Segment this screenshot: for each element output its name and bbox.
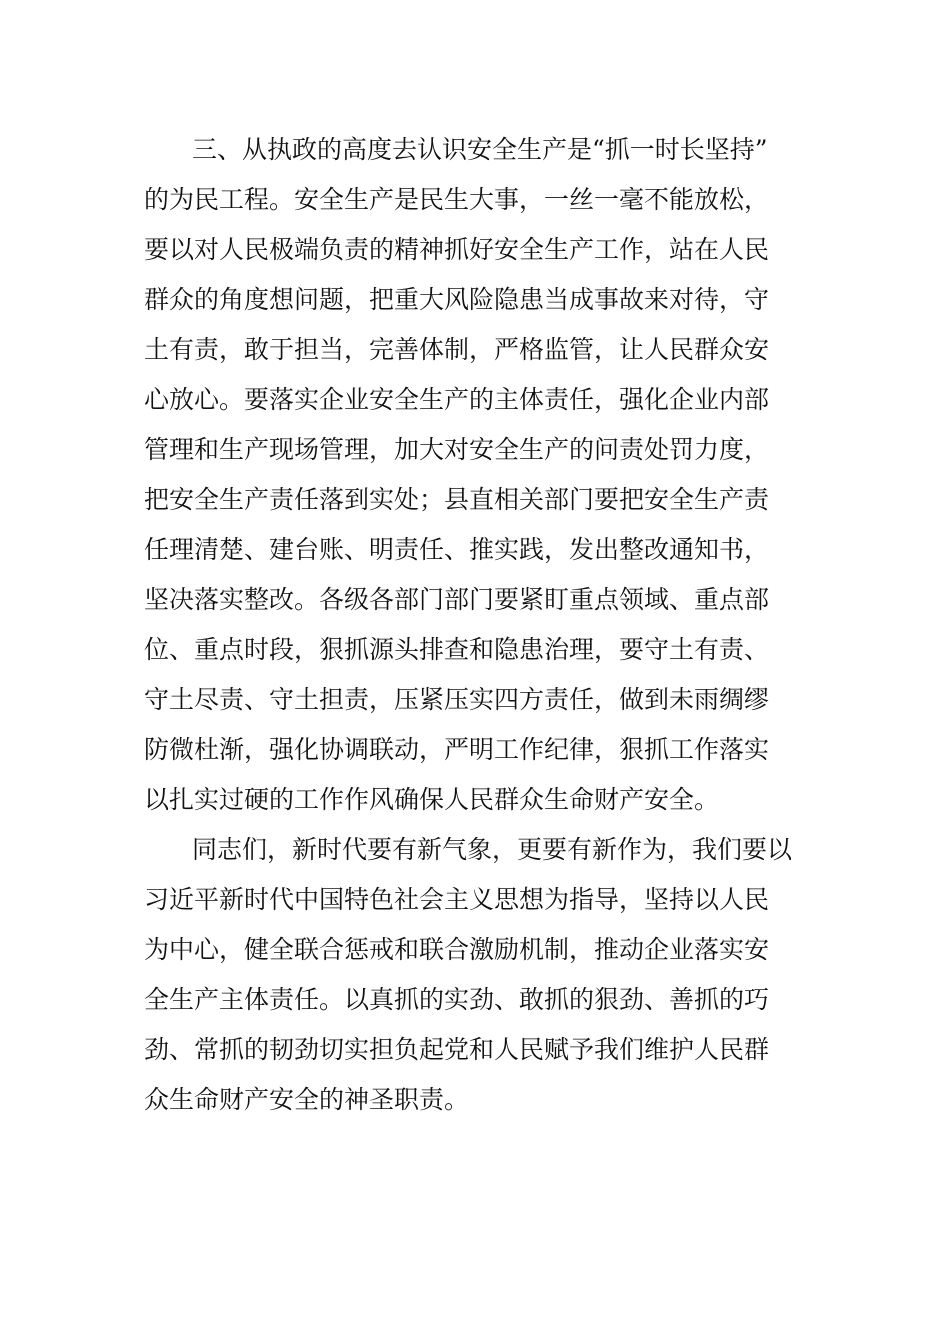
- text-line: 同志们，新时代要有新气象，更要有新作为，我们要以: [192, 835, 793, 864]
- document-body: [144, 125, 814, 1125]
- text-line: 众生命财产安全的神圣职责。: [144, 1085, 470, 1114]
- text-line: 以扎实过硬的工作作风确保人民群众生命财产安全。: [144, 785, 720, 814]
- text-line: 位、重点时段，狠抓源头排查和隐患治理，要守土有责、: [144, 635, 770, 664]
- text-line: 管理和生产现场管理，加大对安全生产的问责处罚力度，: [144, 435, 770, 464]
- text-line: 要以对人民极端负责的精神抓好安全生产工作，站在人民: [144, 235, 770, 264]
- text-line: 为中心，健全联合惩戒和联合激励机制，推动企业落实安: [144, 935, 770, 964]
- paragraph-closing: [144, 825, 814, 1125]
- text-line: 劲、常抓的韧劲切实担负起党和人民赋予我们维护人民群: [144, 1035, 770, 1064]
- text-line: 三、从执政的高度去认识安全生产是“抓一时长坚持”: [192, 135, 768, 164]
- text-line: 任理清楚、建台账、明责任、推实践，发出整改通知书，: [144, 535, 770, 564]
- text-line: 群众的角度想问题，把重大风险隐患当成事故来对待，守: [144, 285, 770, 314]
- paragraph-safety-production: [144, 125, 814, 825]
- text-line: 守土尽责、守土担责，压紧压实四方责任，做到未雨绸缪: [144, 685, 770, 714]
- text-line: 坚决落实整改。各级各部门部门要紧盯重点领域、重点部: [144, 585, 770, 614]
- text-line: 习近平新时代中国特色社会主义思想为指导，坚持以人民: [144, 885, 770, 914]
- text-line: 防微杜渐，强化协调联动，严明工作纪律，狠抓工作落实: [144, 735, 770, 764]
- text-line: 把安全生产责任落到实处；县直相关部门要把安全生产责: [144, 485, 770, 514]
- text-line: 心放心。要落实企业安全生产的主体责任，强化企业内部: [144, 385, 770, 414]
- text-line: 全生产主体责任。以真抓的实劲、敢抓的狠劲、善抓的巧: [144, 985, 770, 1014]
- text-line: 土有责，敢于担当，完善体制，严格监管，让人民群众安: [144, 335, 770, 364]
- text-line: 的为民工程。安全生产是民生大事，一丝一毫不能放松，: [144, 185, 770, 214]
